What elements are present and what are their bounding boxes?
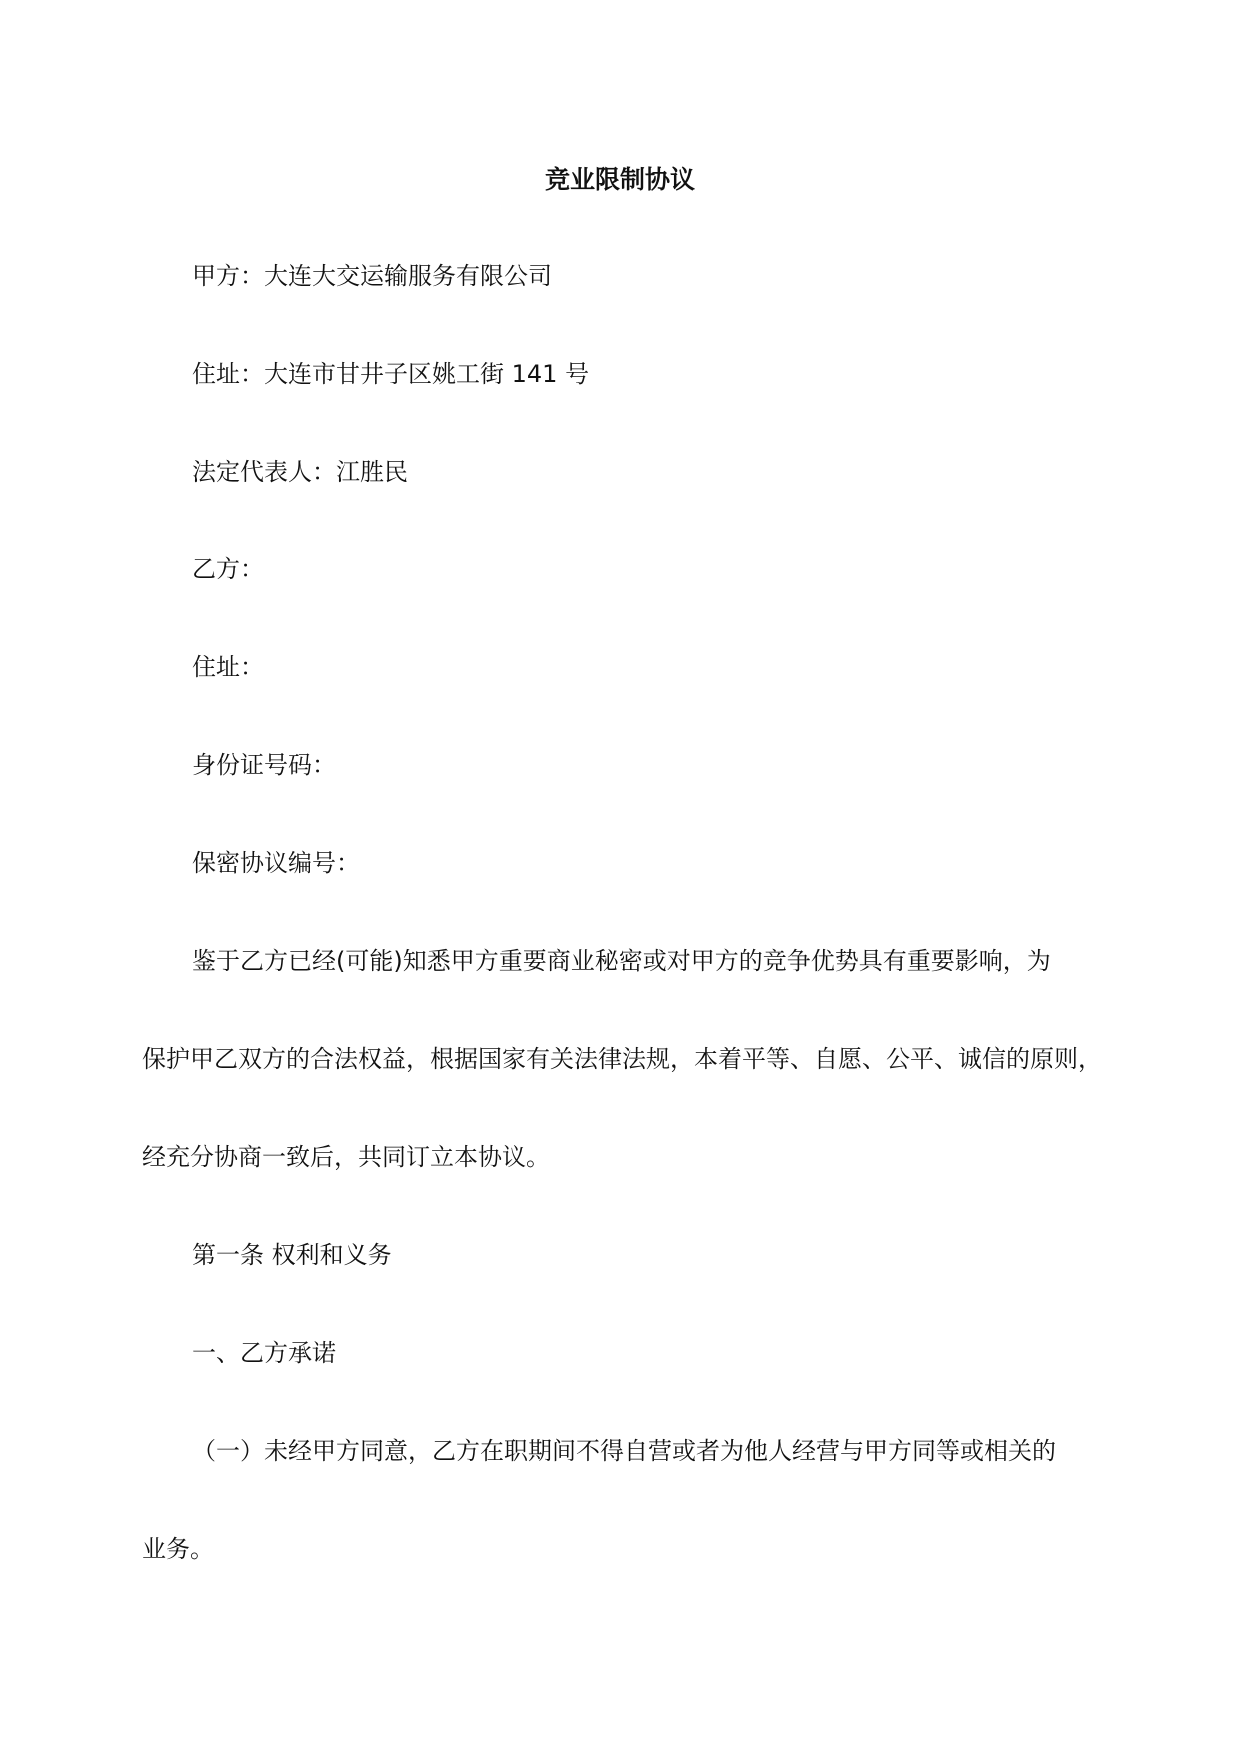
clause-1-line-2: 业务。 <box>142 1535 214 1563</box>
document-title: 竞业限制协议 <box>544 165 695 194</box>
party-a-line: 甲方：大连大交运输服务有限公司 <box>192 262 552 290</box>
party-b-line: 乙方： <box>192 555 264 583</box>
party-b-address-line: 住址： <box>192 653 264 681</box>
legal-representative-line: 法定代表人：江胜民 <box>192 458 408 486</box>
id-number-line: 身份证号码： <box>192 751 336 779</box>
section-1-heading: 一、乙方承诺 <box>192 1339 336 1367</box>
article-1-heading: 第一条 权利和义务 <box>192 1241 392 1269</box>
preamble-line-2: 保护甲乙双方的合法权益，根据国家有关法律法规，本着平等、自愿、公平、诚信的原则， <box>142 1045 1102 1073</box>
clause-1-line-1: （一）未经甲方同意，乙方在职期间不得自营或者为他人经营与甲方同等或相关的 <box>192 1437 1056 1465</box>
nda-number-line: 保密协议编号： <box>192 849 360 877</box>
preamble-line-3: 经充分协商一致后，共同订立本协议。 <box>142 1143 550 1171</box>
party-a-address-line: 住址：大连市甘井子区姚工街 141 号 <box>192 360 590 388</box>
preamble-line-1: 鉴于乙方已经(可能)知悉甲方重要商业秘密或对甲方的竞争优势具有重要影响，为 <box>192 947 1051 975</box>
